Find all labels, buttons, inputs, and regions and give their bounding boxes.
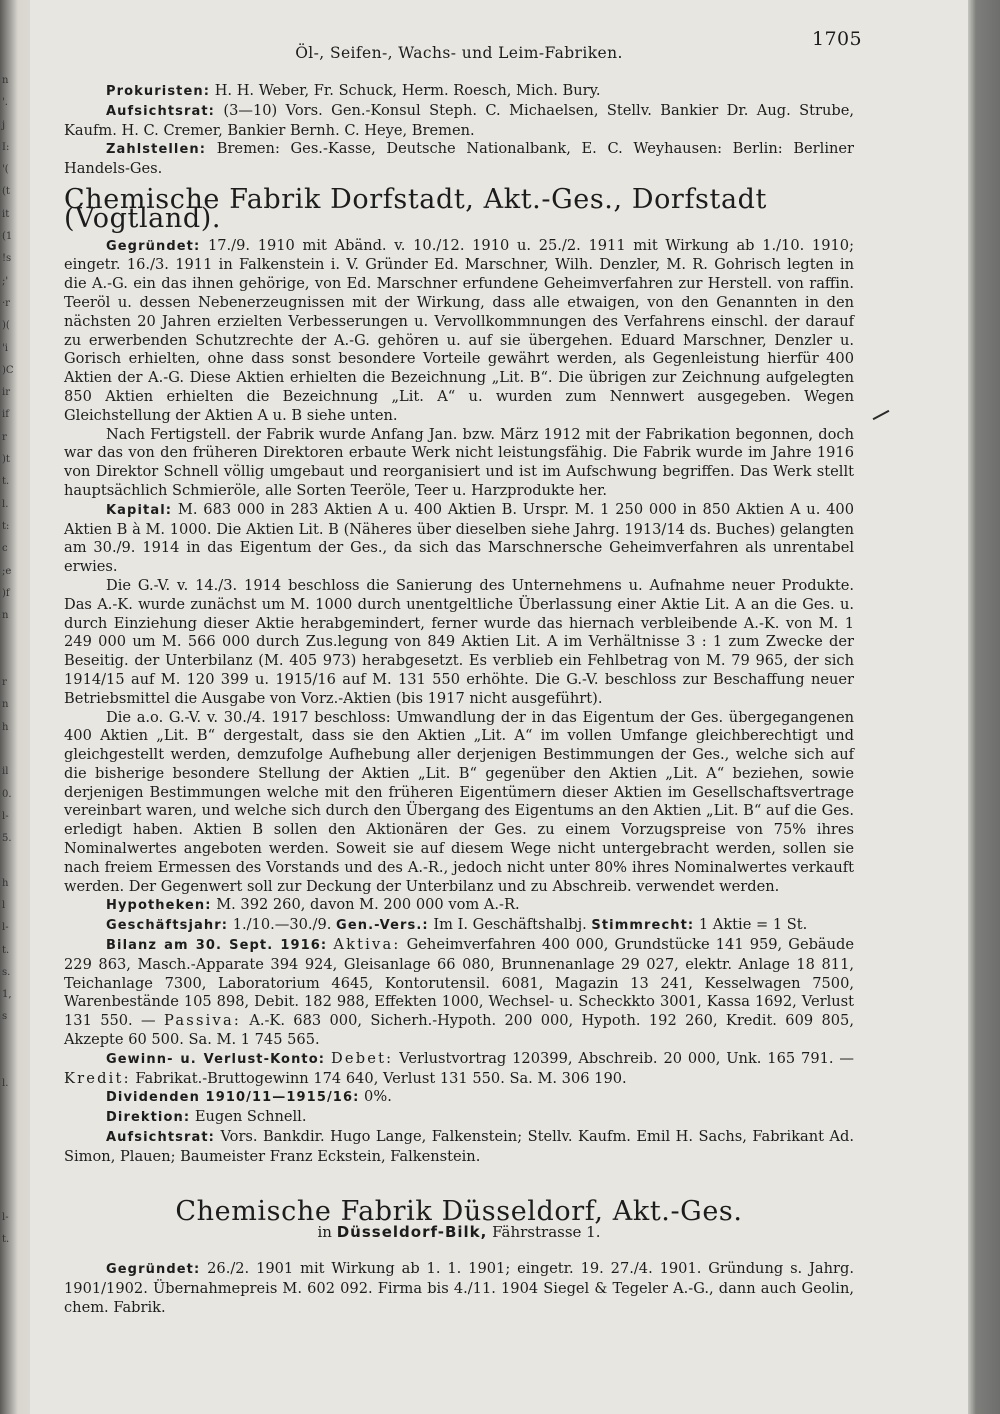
direktion-paragraph (64, 1108, 854, 1128)
aufsichtsrat-paragraph (64, 1128, 854, 1167)
running-title: Öl-, Seifen-, Wachs- und Leim-Fabriken. (295, 44, 623, 62)
aufsichtsrat-prev-label: Aufsichtsrat: (106, 103, 215, 119)
guv-kredit-text: Fabrikat.-Bruttogewinn 174 640, Verlust 131 550. Sa. M. 306 190. (135, 1069, 627, 1087)
kapital-label: Kapital: (106, 502, 173, 518)
hypotheken-text: M. 392 260, davon M. 200 000 vom A.-R. (216, 896, 520, 914)
page-number: 1705 (812, 28, 862, 50)
gegruendet2-text: 26./2. 1901 mit Wirkung ab 1. 1. 1901; eingetr. 19. 27./4. 1901. Gründung s. Jahrg. 1901/1902. Übernahmepreis M. 602 092. Firma bis 4./11. 1904 Siegel & Tegeler A.-G., dann auch Geolin, chem. Fabrik. (64, 1260, 854, 1316)
aufsichtsrat-text: Vors. Bankdir. Hugo Lange, Falkenstein; Stellv. Kaufm. Emil H. Sachs, Fabrikant Ad. Simon, Plauen; Baumeister Franz Eckstein, Falkenstein. (64, 1128, 854, 1165)
prokuristen-text: H. H. Weber, Fr. Schuck, Herm. Roesch, Mich. Bury. (214, 82, 601, 99)
passiva-label: Passiva: (163, 1012, 241, 1030)
gegruendet-label: Gegründet: (106, 238, 201, 254)
bilanz-aktiva-text: Geheimverfahren 400 000, Grundstücke 141 959, Gebäude 229 863, Masch.-Apparate 394 924, Gleisanlage 66 080, Brunnenanlage 29 027, elektr. Anlage 18 811, Teichanlage 7300, Laboratorium 4645, Kontorutensil. 6081, Magazin 13 241, Kesselwagen 7500, Warenbestände 105 898, Debit. 182 988, Effekten 1000, Wechsel- u. Scheckkto 3001, Kassa 1692, Verlust 131 550. — (64, 936, 855, 1030)
subtitle-place: Düsseldorf-Bilk, (336, 1223, 488, 1242)
gv-1917-paragraph: Die a.o. G.-V. v. 30./4. 1917 beschloss: Umwandlung der in das Eigentum der Ges. übergegangenen 400 Aktien „Lit. B“ dergestalt, dass sie den Aktien „Lit. A“ im vollen Umfange gleichberechtigt und gleichgestellt werden, demzufolge Aufhebung aller derjenigen Bestimmungen der Ges., welche sich auf die bisherige besondere Stellung der Aktien „Lit. B“ gegenüber den Aktien „Lit. A“ beziehen, sowie derjenigen Bestimmungen welche mit den früheren Eigentümern dieser Aktien im Gesellschaftsvertrage vereinbart waren, und welche sich durch den Übergang des Eigentums an den Aktien „Lit. B“ auf die Ges. erledigt haben. Aktien B sollen den Aktionären der Ges. zu einem Vorzugspreise von 75% ihres Nominalwertes angeboten werden. Soweit sie auf diesem Wege nicht untergebracht werden, sollen sie nach freiem Ermessen des Vorstands und des A.-R., jedoch nicht unter 80% ihres Nominalwertes verkauft werden. Der Gegenwert soll zur Deckung der Unterbilanz und zu Abschreib. verwendet werden. (64, 708, 854, 895)
aufsichtsrat-prev-paragraph (64, 102, 854, 141)
scan-right-edge (968, 0, 1000, 1414)
dividenden-text: 0%. (364, 1088, 392, 1106)
direktion-text: Eugen Schnell. (194, 1108, 307, 1126)
kapital-text: M. 683 000 in 283 Aktien A u. 400 Aktien B. Urspr. M. 1 250 000 in 850 Aktien A u. 400 Aktien B à M. 1000. Die Aktien Lit. B (Näheres über dieselben siehe Jahrg. 1913/14 ds. Buches) gelangten am 30./9. 1914 in das Eigentum der Ges., da sich das Marschnersche Geheimverfahren als unrentabel erwies. (64, 500, 855, 576)
prokuristen-paragraph (64, 82, 854, 102)
subtitle-street: Fährstrasse 1. (492, 1223, 601, 1242)
fabrik-history-paragraph: Nach Fertigstell. der Fabrik wurde Anfang Jan. bzw. März 1912 mit der Fabrikation begonnen, doch war das von den früheren Direktoren erbaute Werk nicht leistungsfähig. Die Fabrik wurde im Jahre 1916 von Direktor Schnell völlig umgebaut und reorganisiert und ist im Aufschwung begriffen. Das Werk stellt hauptsächlich Schmieröle, alle Sorten Teeröle, Teer u. Harzprodukte her. (64, 425, 854, 499)
stimmrecht-text: 1 Aktie = 1 St. (698, 916, 808, 934)
gegruendet2-paragraph (64, 1260, 854, 1317)
geschaeftsjahr-label: Geschäftsjahr: (106, 918, 229, 934)
header-gap (64, 64, 854, 82)
gegruendet-paragraph (64, 237, 854, 426)
genvers-text: Im I. Geschäftshalbj. (433, 916, 587, 934)
gegruendet-text: 17./9. 1910 mit Abänd. v. 10./12. 1910 u. 25./2. 1911 mit Wirkung ab 1./10. 1910; eingetr. 16./3. 1911 in Falkenstein i. V. Gründer Ed. Marschner, Wilh. Denzler, M. R. Gohrisch legten in die A.-G. ein das ihnen gehörige, von Ed. Marschner erfundene Geheimverfahren zur Herstell. von raffin. Teeröl u. dessen Nebenerzeugnissen mit der Wirkung, dass alle etwaigen, von den Genannten in den nächsten 20 Jahren erzielten Verbesserungen u. Vervollkommnungen des Verfahrens einschl. der darauf zu erwerbenden Schutzrechte der A.-G. gehören u. auf sie übergehen. Eduard Marschner, Denzler u. Gorisch erhielten, ohne dass sonst besondere Vorteile gewährt werden, als Gegenleistung hierfür 400 Aktien der A.-G. Diese Aktien erhielten die Bezeichnung „Lit. B“. Die übrigen zur Zeichnung aufgelegten 850 Aktien erhielten die Bezeichnung „Lit. A“ u. wurden zum Nennwert ausgegeben. Wegen Gleichstellung der Aktien A u. B siehe unten. (64, 236, 854, 424)
direktion-label: Direktion: (106, 1110, 191, 1126)
aufsichtsrat-label: Aufsichtsrat: (106, 1130, 215, 1146)
guv-paragraph (64, 1050, 854, 1089)
zahlstellen-text: Bremen: Ges.-Kasse, Deutsche Nationalbank, E. C. Weyhausen: Berlin: Berliner Handels-Ges. (64, 140, 855, 178)
prokuristen-label: Prokuristen: (106, 84, 211, 99)
kapital-paragraph (64, 501, 854, 577)
hypotheken-label: Hypotheken: (106, 898, 212, 914)
debet-label: Debet: (330, 1049, 394, 1067)
aufsichtsrat-prev-text: (3—10) Vors. Gen.-Konsul Steph. C. Michaelsen, Stellv. Bankier Dr. Aug. Strube, Kaufm. H. C. Cremer, Bankier Bernh. C. Heye, Bremen. (64, 101, 854, 139)
guv-debet-text: Verlustvortrag 120399, Abschreib. 20 000, Unk. 165 791. — (399, 1049, 854, 1067)
bilanz-label: Bilanz am 30. Sept. 1916: (106, 938, 328, 954)
entry-title-duesseldorf: Chemische Fabrik Düsseldorf, Akt.-Ges. (175, 1195, 743, 1227)
geschaeftsjahr-paragraph (64, 916, 854, 936)
subtitle-in: in (317, 1223, 332, 1242)
geschaeftsjahr-text: 1./10.—30./9. (232, 916, 332, 934)
gegruendet2-label: Gegründet: (106, 1262, 201, 1278)
dividenden-paragraph (64, 1088, 854, 1108)
bilanz-passiva-text: A.-K. 683 000, Sicherh.-Hypoth. 200 000, Hypoth. 192 260, Kredit. 609 805, Akzepte 60 500. Sa. M. 1 745 565. (64, 1012, 854, 1049)
zahlstellen-paragraph (64, 140, 854, 179)
entry-title-dorfstadt: Chemische Fabrik Dorfstadt, Akt.-Ges., Dorfstadt (Vogtland). (64, 183, 767, 234)
hypotheken-paragraph (64, 896, 854, 916)
genvers-label: Gen.-Vers.: (336, 918, 429, 934)
zahlstellen-label: Zahlstellen: (106, 142, 207, 158)
text-column (64, 28, 862, 1318)
bilanz-paragraph (64, 936, 854, 1050)
stimmrecht-label: Stimmrecht: (591, 918, 695, 934)
aktiva-label: Aktiva: (333, 936, 401, 954)
dividenden-label: Dividenden 1910/11—1915/16: (106, 1090, 360, 1106)
guv-label: Gewinn- u. Verlust-Konto: (106, 1051, 326, 1067)
page-header (64, 28, 862, 64)
left-margin-fragments: n '. j I: '( (t it (1 !s ;' ·r )( 'i )C ir if r )t t. l. t: c ;e )f n r n h il 0. l- 5. h l l- t. s. 1, s l. l- t. (2, 75, 14, 1246)
kredit-label: Kredit: (64, 1069, 131, 1087)
sanierung-paragraph: Die G.-V. v. 14./3. 1914 beschloss die Sanierung des Unternehmens u. Aufnahme neuer Produkte. Das A.-K. wurde zunächst um M. 1000 durch unentgeltliche Überlassung einer Aktie Lit. A an die Ges. u. durch Einziehung dieser Aktie herabgemindert, ferner wurde das hiernach verbleibende A.-K. von M. 1 249 000 um M. 566 000 durch Zus.legung von 849 Aktien Lit. A im Verhältnisse 3 : 1 zum Zwecke der Beseitig. der Unterbilanz (M. 405 973) herabgesetzt. Es verblieb ein Fehlbetrag von M. 79 965, der sich 1914/15 auf M. 120 399 u. 1915/16 auf M. 131 550 erhöhte. Die G.-V. beschloss zur Beschaffung neuer Betriebsmittel die Ausgabe von Vorz.-Aktien (bis 1917 nicht ausgeführt). (64, 576, 854, 707)
